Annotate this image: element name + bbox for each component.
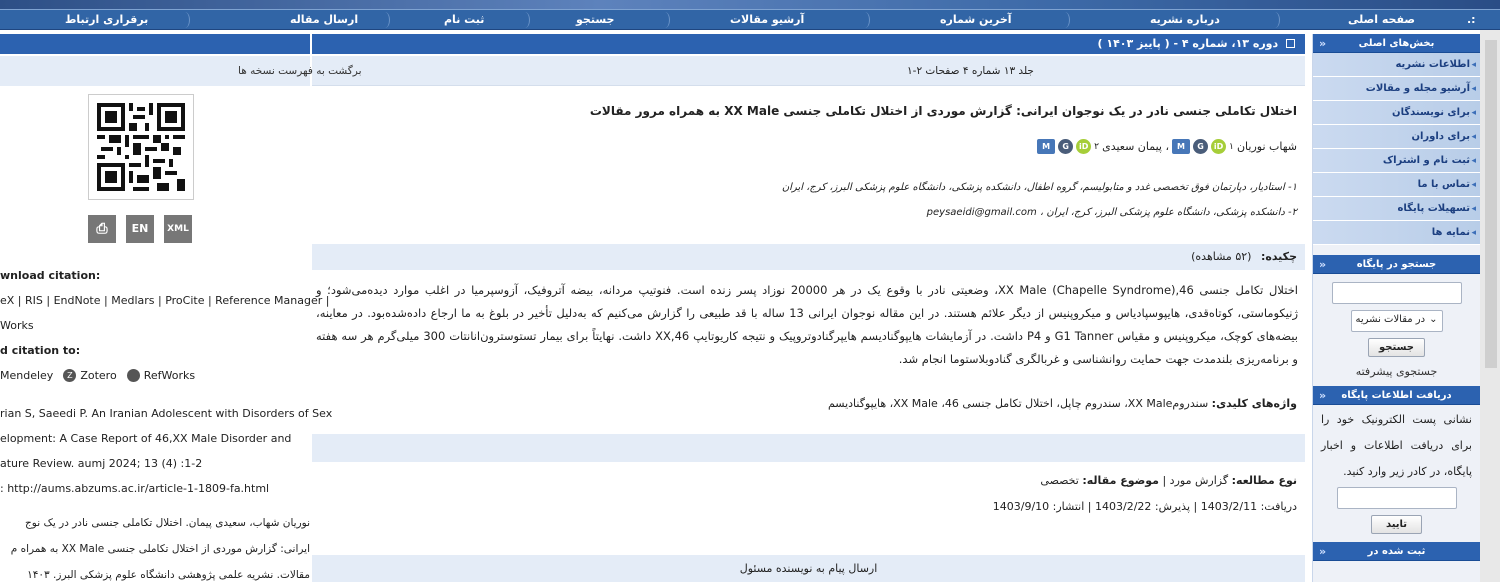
abstract-views: (۵۲ مشاهده) bbox=[1191, 250, 1252, 263]
sidebar-menu bbox=[1313, 53, 1480, 245]
xml-export-button[interactable]: XML bbox=[164, 215, 192, 243]
subject-label: موضوع مقاله: bbox=[1082, 474, 1159, 487]
author-affiliation-number: ۲ bbox=[1094, 141, 1100, 152]
newsletter-email-input[interactable] bbox=[1337, 487, 1457, 509]
advanced-search-link[interactable]: جستجوی پیشرفته bbox=[1355, 365, 1438, 378]
search-button[interactable]: جستجو bbox=[1368, 338, 1425, 357]
sidebar-item-journal-info[interactable] bbox=[1313, 53, 1480, 77]
search-scope-value: در مقالات نشریه bbox=[1355, 314, 1426, 325]
send-citation-label: d citation to: bbox=[0, 344, 81, 357]
tools-panel bbox=[0, 34, 362, 582]
citation-en-line-3: ature Review. aumj 2024; 13 (4) :1-2 bbox=[0, 457, 203, 470]
nav-register[interactable]: ثبت نام bbox=[444, 13, 485, 26]
sidebar-newsletter-header bbox=[1313, 386, 1480, 405]
affiliation-1: ۱- استادیار، دپارتمان فوق تخصصی غدد و متابولیسم، گروه اطفال، دانشکده پزشکی، دانشگاه علوم پزشکی البرز، کرج، ایران bbox=[781, 182, 1297, 193]
nav-separator bbox=[860, 12, 870, 28]
medlib-icon[interactable]: M bbox=[1172, 139, 1190, 154]
double-chevron-icon: « bbox=[1319, 389, 1327, 402]
bullet-icon: ◂ bbox=[1471, 132, 1476, 142]
sidebar-item-label: آرشیو مجله و مقالات bbox=[1365, 83, 1470, 94]
sidebar-item-facilities[interactable] bbox=[1313, 197, 1480, 221]
search-box bbox=[1313, 274, 1480, 384]
sidebar-item-label: تماس با ما bbox=[1417, 179, 1470, 190]
zotero-link[interactable]: Zotero bbox=[80, 369, 117, 382]
bullet-icon: ◂ bbox=[1471, 60, 1476, 70]
citation-fa-line-1: نوریان شهاب، سعیدی پیمان. اختلال تکاملی جنسی نادر در یک نوج bbox=[25, 517, 310, 529]
double-chevron-icon: « bbox=[1319, 37, 1327, 50]
nav-contact[interactable]: برقراری ارتباط bbox=[65, 13, 149, 26]
medlib-icon[interactable]: M bbox=[1037, 139, 1055, 154]
sidebar-item-label: تسهیلات پایگاه bbox=[1397, 203, 1470, 214]
refworks-link[interactable]: RefWorks bbox=[143, 369, 196, 382]
back-to-issues-link[interactable]: برگشت به فهرست نسخه ها bbox=[238, 65, 362, 77]
zotero-icon: Z bbox=[63, 369, 76, 382]
study-type-label: نوع مطالعه: bbox=[1231, 474, 1297, 487]
sidebar-item-subscription[interactable] bbox=[1313, 149, 1480, 173]
citation-en-line-2: elopment: A Case Report of 46,XX Male Disorder and bbox=[0, 432, 292, 445]
dates-line: دریافت: 1403/2/11 | پذیرش: 1403/2/22 | انتشار: 1403/9/10 bbox=[992, 500, 1297, 513]
issue-title: دوره ۱۳، شماره ۴ - ( پاییز ۱۴۰۳ ) bbox=[1097, 37, 1279, 50]
qr-code-graphic bbox=[97, 103, 185, 191]
abstract-header-bar bbox=[312, 244, 1305, 270]
bullet-icon: ◂ bbox=[1471, 156, 1476, 166]
nav-submit[interactable]: ارسال مقاله bbox=[290, 13, 359, 26]
issue-icon bbox=[1286, 39, 1295, 48]
tools-sub-bar bbox=[0, 56, 362, 86]
sidebar bbox=[1312, 34, 1480, 582]
study-type-value: گزارش مورد bbox=[1169, 474, 1229, 487]
nav-separator bbox=[1060, 12, 1070, 28]
sidebar-search-title: جستجو در پایگاه bbox=[1356, 259, 1437, 270]
nav-about[interactable]: درباره نشریه bbox=[1150, 13, 1220, 26]
orcid-icon[interactable]: iD bbox=[1076, 139, 1091, 154]
nav-separator bbox=[180, 12, 190, 28]
bullet-icon: ◂ bbox=[1471, 228, 1476, 238]
sidebar-item-label: برای داوران bbox=[1411, 131, 1470, 142]
sidebar-item-reviewers[interactable] bbox=[1313, 125, 1480, 149]
orcid-icon[interactable]: iD bbox=[1211, 139, 1226, 154]
nav-search[interactable]: جستجو bbox=[576, 13, 615, 26]
google-scholar-icon[interactable]: G bbox=[1193, 139, 1208, 154]
abstract-label: چکیده: bbox=[1260, 250, 1297, 263]
author-name[interactable]: شهاب نوریان bbox=[1236, 140, 1297, 153]
nav-archive[interactable]: آرشیو مقالات bbox=[730, 13, 805, 26]
nav-separator bbox=[520, 12, 530, 28]
main-nav bbox=[0, 9, 1500, 30]
citation-fa-line-3: مقالات. نشریه علمی پژوهشی دانشگاه علوم پزشکی البرز. ۱۴۰۳ bbox=[27, 569, 310, 581]
sidebar-item-contact[interactable] bbox=[1313, 173, 1480, 197]
chevron-down-icon: ⌄ bbox=[1429, 314, 1438, 325]
sidebar-item-label: اطلاعات نشریه bbox=[1395, 59, 1470, 70]
tools-header-bar bbox=[0, 34, 310, 54]
bullet-icon: ◂ bbox=[1471, 84, 1476, 94]
refworks-icon bbox=[127, 369, 140, 382]
issue-pages: جلد ۱۳ شماره ۴ صفحات ۲-۱ bbox=[907, 65, 1034, 77]
issue-title-bar bbox=[312, 34, 1305, 54]
author-name[interactable]: ، پیمان سعیدی bbox=[1102, 140, 1170, 153]
keywords-line bbox=[828, 397, 1297, 410]
double-chevron-icon: « bbox=[1319, 545, 1327, 558]
print-icon[interactable]: ⎙ bbox=[88, 215, 116, 243]
newsletter-text: نشانی پست الکترونیک خود را برای دریافت اطلاعات و اخبار پایگاه، در کادر زیر وارد کنید. bbox=[1321, 413, 1472, 478]
nav-edge-mark: :. bbox=[1467, 13, 1476, 26]
bullet-icon: ◂ bbox=[1471, 180, 1476, 190]
article-panel bbox=[312, 34, 1305, 582]
sidebar-sections-header bbox=[1313, 34, 1480, 53]
authors-line bbox=[1037, 139, 1297, 154]
sidebar-newsletter-title: دریافت اطلاعات پایگاه bbox=[1341, 390, 1452, 401]
sidebar-registered-title: ثبت شده در bbox=[1367, 546, 1426, 557]
sidebar-search-header bbox=[1313, 255, 1480, 274]
keywords-label: واژه‌های کلیدی: bbox=[1211, 397, 1297, 410]
citation-formats[interactable]: eX | RIS | EndNote | Medlars | ProCite | Reference Manager | bbox=[0, 294, 330, 307]
keywords-value: سندرومXX Male، سندروم چاپل، اختلال تکامل جنسی 46، XX Male، هایپوگنادیسم bbox=[827, 397, 1209, 410]
bullet-icon: ◂ bbox=[1471, 108, 1476, 118]
nav-home[interactable]: صفحه اصلی bbox=[1348, 13, 1415, 26]
google-scholar-icon[interactable]: G bbox=[1058, 139, 1073, 154]
english-version-button[interactable]: EN bbox=[126, 215, 154, 243]
header-banner bbox=[0, 0, 1500, 9]
qr-code bbox=[88, 94, 194, 200]
mendeley-link[interactable]: Mendeley bbox=[0, 369, 54, 382]
send-message-button[interactable]: ارسال پیام به نویسنده مسئول bbox=[312, 555, 1305, 582]
sidebar-item-archive[interactable] bbox=[1313, 77, 1480, 101]
sidebar-item-label: برای نویسندگان bbox=[1392, 107, 1470, 118]
subject-value: تخصصی bbox=[1040, 474, 1079, 487]
affiliation-2: ۲- دانشکده پزشکی، دانشگاه علوم پزشکی البرز، کرج، ایران ، peysaeidi@gmail.com bbox=[926, 207, 1297, 218]
newsletter-box bbox=[1313, 487, 1480, 540]
search-input[interactable] bbox=[1332, 282, 1462, 304]
download-citation-label: wnload citation: bbox=[0, 269, 101, 282]
section-divider-bar bbox=[312, 434, 1305, 462]
nav-latest-issue[interactable]: آخرین شماره bbox=[940, 13, 1012, 26]
nav-separator bbox=[1270, 12, 1280, 28]
abstract-header bbox=[1191, 250, 1297, 263]
article-title: اختلال تکاملی جنسی نادر در یک نوجوان ایرانی: گزارش موردی از اختلال تکاملی جنسی XX Male به همراه مرور مقالات bbox=[589, 104, 1297, 118]
article-tools bbox=[88, 215, 192, 243]
citation-en-line-1: rian S, Saeedi P. An Iranian Adolescent with Disorders of Sex bbox=[0, 407, 333, 420]
nav-separator bbox=[660, 12, 670, 28]
abstract-text: اختلال تکامل جنسی 46,XX Male (Chapelle Syndrome)، وضعیتی نادر با وقوع یک در هر 20000 نوزاد پسر زنده است. فنوتیپ مردانه، بیضه آتروفیک، آزوسپرمیا در اغلب موارد دیده‌می‌شود؛ و ژنیکوماستی، کوتاه‌قدی، هایپوسپادیاس و میکروپنیس از دیگر علائم هستند. در این مقاله نوجوان ایرانی 13 ساله با قد طبیعی را گزارش می‌کنیم که به‌دلیل تأخیر در بلوغ به ما ارجاع داده‌شده‌بود. در معاینه، بیضه‌های کوچک، میکروپنیس و مقیاس G1 Tanner و P4 داشت. در آزمایشات هایپوگنادیسم هایپرگنادوتروپیک و نتیجه کاریوتایپ 46,XX داشت. نهایتاً برای بیمار تستوسترون‌انانتات 300 میلی‌گرم هر سه هفته و برنامه‌ریزی بلندمدت جهت حمایت روانشناسی و غربالگری گنادوبلاستوما انجام شد. bbox=[316, 283, 1299, 366]
sidebar-item-indexing[interactable] bbox=[1313, 221, 1480, 245]
confirm-button[interactable]: تایید bbox=[1371, 515, 1422, 534]
citation-formats-cont[interactable]: Works bbox=[0, 319, 34, 332]
scrollbar-thumb[interactable] bbox=[1485, 40, 1497, 368]
reference-managers bbox=[0, 369, 195, 382]
citation-fa-line-2: ایرانی: گزارش موردی از اختلال تکاملی جنسی XX Male به همراه م bbox=[10, 543, 310, 555]
sidebar-item-label: نمایه ها bbox=[1431, 227, 1470, 238]
citation-url[interactable]: : http://aums.abzums.ac.ir/article-1-1809-fa.html bbox=[0, 482, 270, 495]
sidebar-registered-header bbox=[1313, 542, 1480, 561]
bullet-icon: ◂ bbox=[1471, 204, 1476, 214]
sidebar-item-label: ثبت نام و اشتراک bbox=[1382, 155, 1470, 166]
sidebar-sections-title: بخش‌های اصلی bbox=[1358, 38, 1435, 49]
double-chevron-icon: « bbox=[1319, 258, 1327, 271]
issue-info-bar bbox=[312, 56, 1305, 86]
nav-separator bbox=[380, 12, 390, 28]
author-affiliation-number: ۱ bbox=[1229, 141, 1234, 152]
search-scope-select[interactable] bbox=[1351, 310, 1443, 332]
study-type-line: نوع مطالعه: گزارش مورد | موضوع مقاله: تخصصی bbox=[1040, 474, 1297, 487]
page-scrollbar[interactable] bbox=[1480, 30, 1500, 582]
sidebar-item-authors[interactable] bbox=[1313, 101, 1480, 125]
